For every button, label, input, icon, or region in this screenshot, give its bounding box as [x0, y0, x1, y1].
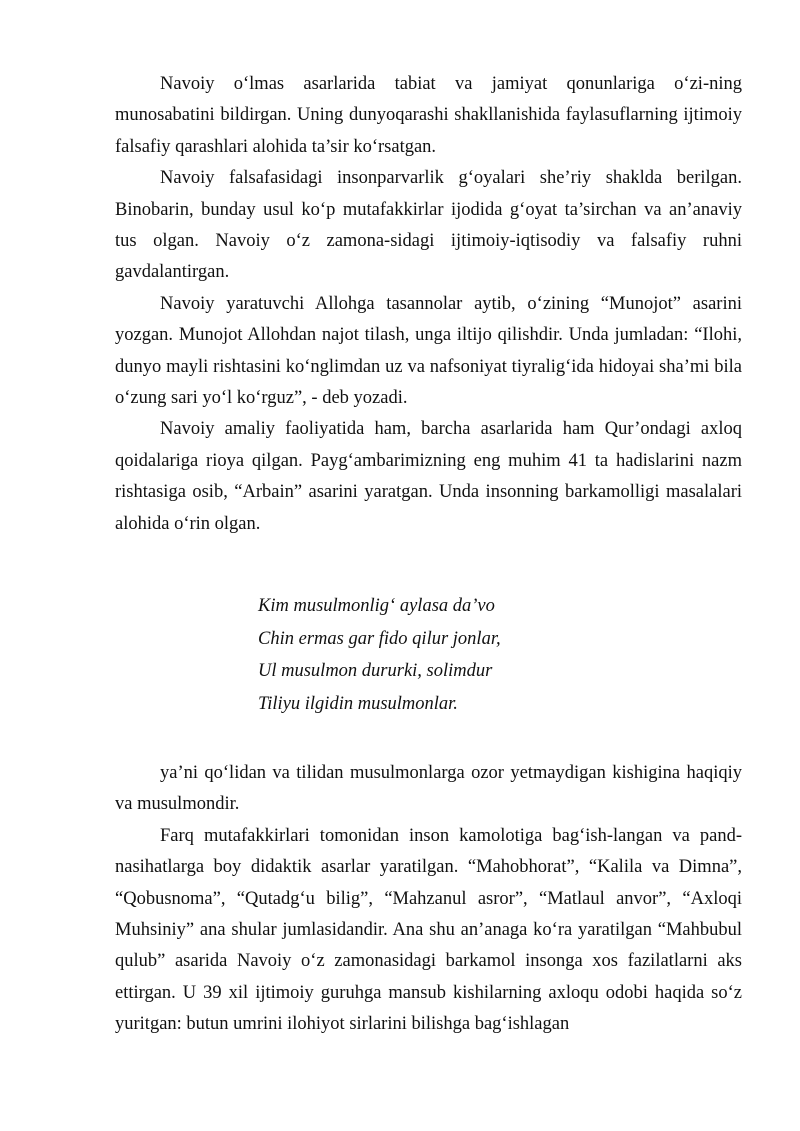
- poem-line: Tiliyu ilgidin musulmonlar.: [258, 693, 458, 714]
- paragraph: Navoiy amaliy faoliyatida ham, barcha asarlarida ham Qur’ondagi axloq qoidalariga rioya qilgan. Payg‘ambarimizning eng muhim 41 ta hadislarini nazm rishtasiga osib, “Arbain” asarini yaratgan. Unda insonning barkamolligi masalalari alohida o‘rin olgan.: [115, 419, 742, 534]
- text-block-bottom: [115, 758, 742, 1041]
- poem-line: Kim musulmonlig‘ aylasa da’vo: [258, 596, 495, 616]
- paragraph: Farq mutafakkirlari tomonidan inson kamolotiga bag‘ish-langan va pand-nasihatlarga boy didaktik asarlar yaratilgan. “Mahobhorat”, “Kalila va Dimna”, “Qobusnoma”, “Qutadg‘u bilig”, “Mahzanul asror”, “Matlaul anvor”, “Axloqi Muhsiniy” ana shular jumlasidandir. Ana shu an’anaga ko‘ra yaratilgan “Mahbubul qulub” asarida Navoiy o‘z zamonasidagi barkamol insonga xos fazilatlarni aks ettirgan. U 39 xil ijtimoiy guruhga mansub kishilarning axloqu odobi haqida so‘z yuritgan: butun umrini ilohiyot sirlarini bilishga bag‘ishlagan: [115, 825, 742, 1035]
- text-block-top: [115, 69, 742, 540]
- poem-quote: [258, 590, 501, 720]
- poem-line: Chin ermas gar fido qilur jonlar,: [258, 628, 501, 649]
- paragraph: Navoiy yaratuvchi Allohga tasannolar aytib, o‘zining “Munojot” asarini yozgan. Munojot Allohdan najot tilash, unga iltijo qilishdir. Unda jumladan: “Ilohi, dunyo mayli rishtasini ko‘nglimdan uz va nafsoniyat tiyralig‘ida hidoyai sha’mi bila o‘zung sari yo‘l ko‘rguz”, - deb yozadi.: [115, 293, 742, 409]
- paragraph: Navoiy falsafasidagi insonparvarlik g‘oyalari she’riy shaklda berilgan. Binobarin, bunday usul ko‘p mutafakkirlar ijodida g‘oyat ta’sirchan va an’anaviy tus olgan. Navoiy o‘z zamona-sidagi ijtimoiy-iqtisodiy va falsafiy ruhni gavdalantirgan.: [115, 168, 742, 283]
- poem-line: Ul musulmon dururki, solimdur: [258, 661, 493, 682]
- paragraph: ya’ni qo‘lidan va tilidan musulmonlarga ozor yetmaydigan kishigina haqiqiy va musulmondir.: [115, 763, 742, 815]
- paragraph: Navoiy o‘lmas asarlarida tabiat va jamiyat qonunlariga o‘zi-ning munosabatini bildirgan. Uning dunyoqarashi shakllanishida faylasuflarning ijtimoiy falsafiy qarashlari alohida ta’sir ko‘rsatgan.: [115, 74, 742, 157]
